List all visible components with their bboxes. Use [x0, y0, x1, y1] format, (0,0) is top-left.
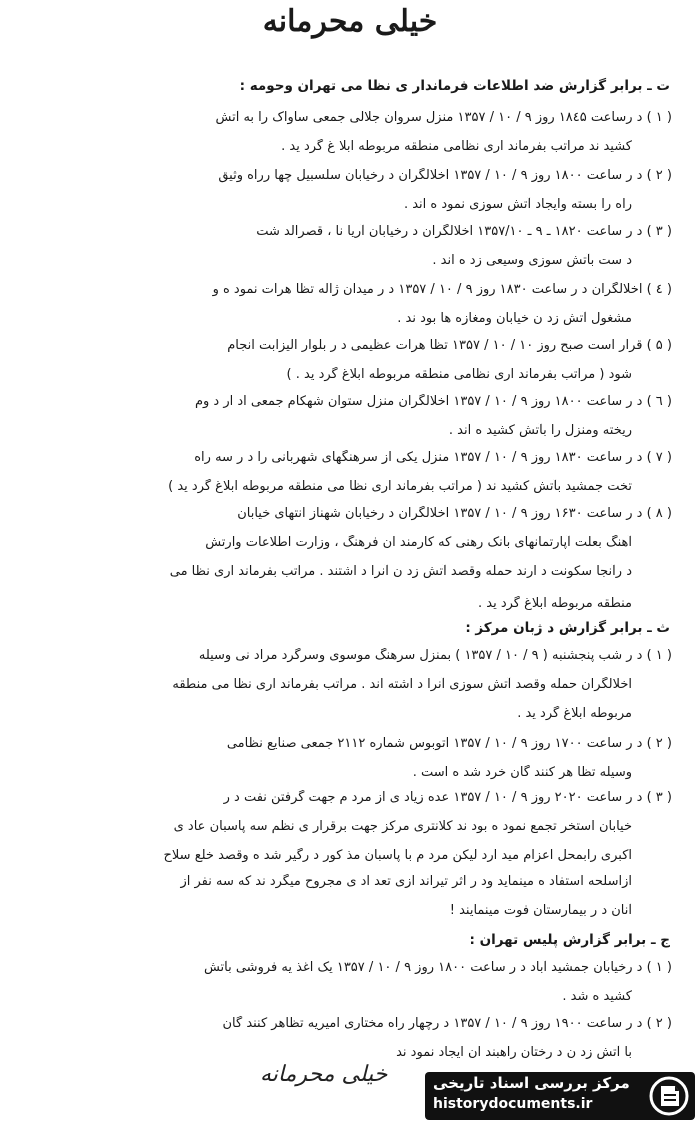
list-item: ( ۱ ) د رخیابان جمشید آباد د ر ساعت ۱۸۰۰ روز ۹ / ۱۰ / ۱۳۵۷ یک اغذ یه فروشی بآتش کشید ه شد . [203, 960, 672, 1004]
list-item: ( ۳ ) د ر ساعت ۲۰۲۰ روز ۹ / ۱۰ / ۱۳۵۷ عده زیاد ی از مرد م جهت گرفتن نفت د ر خیابان استخر تجمع نمود ه بود ند کلانتری مرکز جهت برقرار ی نظم سه پاسبان عاد ی اکبری رابمحل اعزام مید ارد لیکن مرد م با پاسبان مذ کور د رگیر شد ه وقصد خلع سلاح [163, 790, 672, 863]
list-item: ( ۲ ) د ر ساعت ۱۷۰۰ روز ۹ / ۱۰ / ۱۳۵۷ اتوبوس شماره ۲۱۱۲ جمعی صنایع نظامی وسیله تظا هر کنند گان خرد شد ه است . [226, 736, 672, 780]
section-t-heading: ت ـ برابر گزارش ضد اطلاعات فرماندار ی نظا می تهران وحومه : [239, 78, 670, 94]
footer-classification: خیلی محرمانه [260, 1062, 388, 1087]
list-item: ( ۵ ) قرار است صبح روز ۱۰ / ۱۰ / ۱۳۵۷ تظا هرات عظیمی د ر بلوار الیزابت انجام شود ( مراتب بفرماند اری نظامی منطقه مربوطه ابلاغ گرد ید . ) [227, 338, 672, 382]
list-item: ( ۱ ) د رساعت ۱۸٤۵ روز ۹ / ۱۰ / ۱۳۵۷ منزل سروان جلالی جمعی ساواک را به آتش کشید ند مراتب بفرماند اری نظامی منطقه مربوطه ابلا غ گرد ید . [215, 110, 672, 154]
list-item: ( ۳ ) د ر ساعت ۱۸۲۰ ـ ۹ ـ ۱۳۵۷/۱۰ اخلالگران د رخیابان آریا نا ، قصرالد شت د ست بآتش سوزی وسیعی زد ه اند . [256, 224, 672, 268]
watermark-name: مرکز بررسی اسناد تاریخی [433, 1074, 630, 1092]
list-item: ( ٦ ) د ر ساعت ۱۸۰۰ روز ۹ / ۱۰ / ۱۳۵۷ اخلالگران منزل ستوان شهکام جمعی اد ار د وم ریخته ومنزل را بآتش کشید ه اند . [194, 394, 672, 438]
section-j-heading: ج ـ برابر گزارش پلیس تهران : [469, 932, 670, 948]
document-center-logo-icon [649, 1076, 689, 1116]
list-item: ازاسلحه استفاد ه مینماید ود ر اثر تیراند ازی تعد اد ی مجروح میگرد ند که سه نفر از آنان د ر بیمارستان فوت مینمایند ! [180, 874, 632, 918]
list-item: ( ۱ ) د ر شب پنجشنبه ( ۹ / ۱۰ / ۱۳۵۷ ) بمنزل سرهنگ موسوی وسرگرد مراد نی وسیله اخلالگران حمله وقصد آتش سوزی آنرا د اشته اند . مراتب بفرماند اری نظا می منطقه مربوطه ابلاغ گرد ید . [172, 648, 672, 721]
watermark-url: historydocuments.ir [433, 1096, 593, 1112]
list-item: ( ۸ ) د ر ساعت ۱۶۳۰ روز ۹ / ۱۰ / ۱۳۵۷ اخلالگران د رخیابان شهناز انتهای خیابان آهنگ بعلت آپارتمانهای بانک رهنی که کارمند ان فرهنگ ، وزارت اطلاعات وارتش د رآنجا سکونت د ارند حمله وقصد آتش زد ن آنرا د اشتند . مراتب بفرماند اری نظا می [169, 506, 672, 579]
section-th-heading: ث ـ برابر گزارش د ژبان مرکز : [465, 620, 670, 636]
watermark-banner [425, 1072, 695, 1120]
list-item: منطقه مربوطه ابلاغ گرد ید . [477, 596, 632, 611]
list-item: ( ۲ ) د ر ساعت ۱۸۰۰ روز ۹ / ۱۰ / ۱۳۵۷ اخلالگران د رخیابان سلسبیل چها رراه وثیق راه را بسته وایجاد آتش سوزی نمود ه اند . [218, 168, 672, 212]
list-item: ( ٤ ) اخلالگران د ر ساعت ۱۸۳۰ روز ۹ / ۱۰ / ۱۳۵۷ د ر میدان ژاله تظا هرات نمود ه و مشغول آتش زد ن خیابان ومغازه ها بود ند . [212, 282, 672, 326]
list-item: ( ۲ ) د ر ساعت ۱۹۰۰ روز ۹ / ۱۰ / ۱۳۵۷ د رچهار راه مختاری امیریه تظاهر کنند گان با آتش زد ن د رختان راهبند ان ایجاد نمود ند [222, 1016, 672, 1060]
document-title: خیلی محرمانه [262, 4, 438, 39]
list-item: ( ۷ ) د ر ساعت ۱۸۳۰ روز ۹ / ۱۰ / ۱۳۵۷ منزل یکی از سرهنگهای شهربانی را د ر سه راه تخت جمشید بآتش کشید ند ( مراتب بفرماند اری نظا می منطقه مربوطه ابلاغ گرد ید ) [168, 450, 672, 494]
